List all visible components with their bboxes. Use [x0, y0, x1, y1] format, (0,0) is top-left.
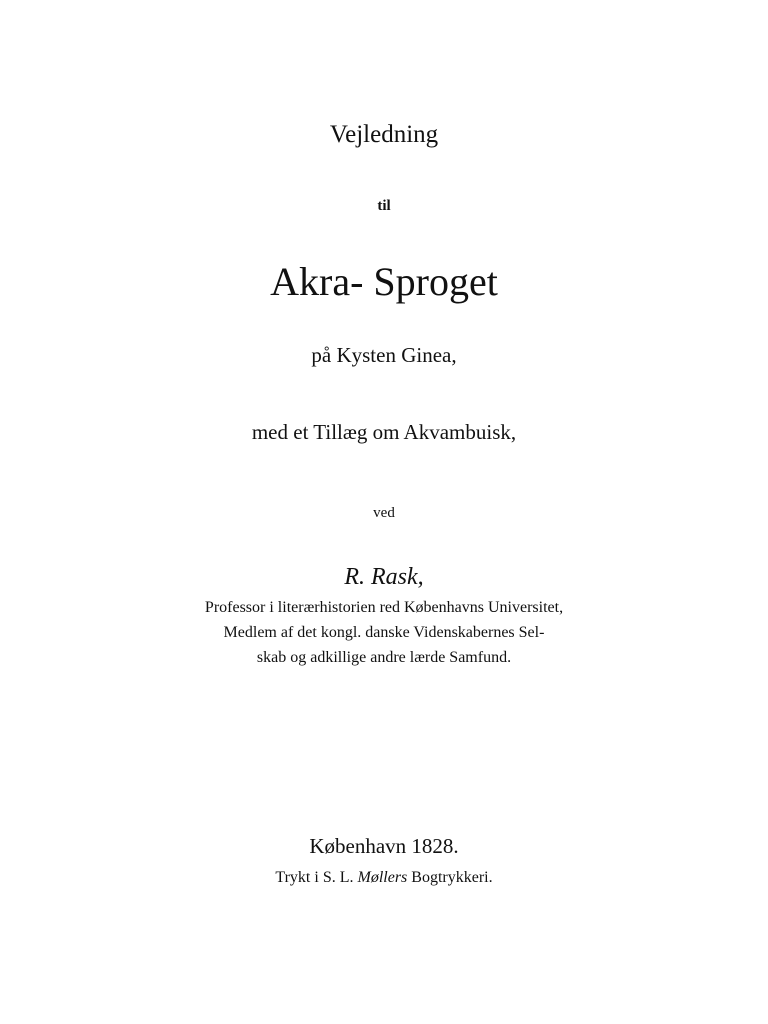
- imprint-printer-name: Møllers: [357, 869, 408, 886]
- imprint-printer-prefix: Trykt i S. L.: [275, 869, 358, 886]
- author-credential-line: Professor i literærhistorien red Københavns Universitet,: [204, 599, 564, 616]
- subtitle-supplement: med et Tillæg om Akvambuisk,: [251, 420, 517, 444]
- author-credential-line: skab og adkillige andre lærde Samfund.: [256, 649, 512, 666]
- subtitle-location: på Kysten Ginea,: [311, 343, 457, 367]
- title-connector: til: [377, 198, 391, 214]
- title-heading-top: Vejledning: [329, 121, 439, 148]
- title-main: Akra- Sproget: [270, 259, 498, 304]
- author-by-label: ved: [373, 505, 395, 521]
- imprint-printer-suffix: Bogtrykkeri.: [407, 869, 493, 886]
- author-name: R. Rask,: [344, 564, 424, 590]
- imprint-place-year: København 1828.: [309, 834, 459, 858]
- imprint-printer: [0, 870, 768, 886]
- author-credential-line: Medlem af det kongl. danske Videnskabernes Sel-: [223, 624, 545, 641]
